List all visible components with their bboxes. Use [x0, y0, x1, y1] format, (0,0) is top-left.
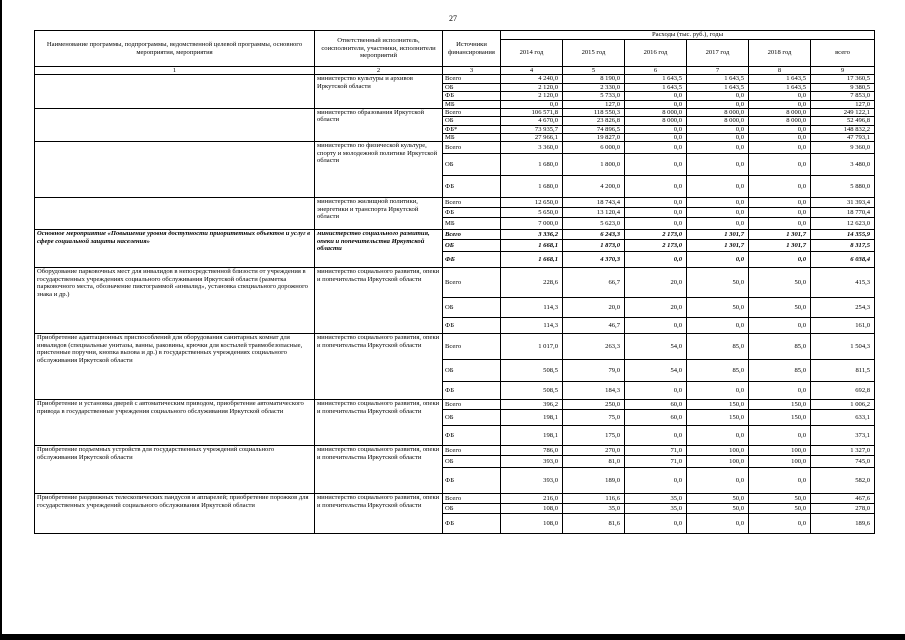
funding-source: ФБ — [443, 252, 501, 268]
header-numbers-row — [35, 67, 875, 75]
expense-value: 1 643,5 — [749, 75, 811, 83]
expense-value: 1 873,0 — [563, 240, 625, 252]
funding-source: ФБ — [443, 318, 501, 334]
expense-value: 0,0 — [749, 142, 811, 154]
expense-value: 71,0 — [625, 456, 687, 468]
funding-source: Всего — [443, 230, 501, 240]
expense-value: 0,0 — [687, 125, 749, 133]
expense-value: 5 733,0 — [563, 92, 625, 100]
expense-value: 79,0 — [563, 360, 625, 382]
expense-value: 0,0 — [687, 318, 749, 334]
header-year: 2016 год — [625, 40, 687, 67]
expense-value: 0,0 — [749, 154, 811, 176]
expense-value: 0,0 — [625, 468, 687, 494]
expense-value: 1 680,0 — [501, 176, 563, 198]
expense-value: 467,6 — [811, 494, 875, 504]
funding-source: ФБ — [443, 92, 501, 100]
expense-value: 0,0 — [687, 208, 749, 218]
expense-value: 74 896,5 — [563, 125, 625, 133]
header-name: Наименование программы, подпрограммы, ведомственной целевой программы, основного мероприятия, мероприятия — [35, 31, 315, 67]
expense-value: 189,6 — [811, 514, 875, 534]
expense-value: 0,0 — [687, 468, 749, 494]
expense-value: 198,1 — [501, 426, 563, 446]
expense-value: 1 017,0 — [501, 334, 563, 360]
expense-value: 0,0 — [687, 134, 749, 142]
expense-value: 278,0 — [811, 504, 875, 514]
expense-value: 118 550,3 — [563, 108, 625, 116]
expense-value: 19 827,0 — [563, 134, 625, 142]
expense-value: 189,0 — [563, 468, 625, 494]
expense-value: 148 832,2 — [811, 125, 875, 133]
expense-value: 106 571,8 — [501, 108, 563, 116]
expense-value: 50,0 — [749, 298, 811, 318]
funding-source: Всего — [443, 446, 501, 456]
scan-edge — [0, 0, 2, 640]
expense-value: 184,3 — [563, 382, 625, 400]
activity-name: Приобретение подъемных устройств для государственных учреждений социального обслуживания Иркутской области — [35, 446, 315, 494]
expense-value: 250,0 — [563, 400, 625, 410]
expense-value: 0,0 — [749, 92, 811, 100]
header-col-number: 4 — [501, 67, 563, 75]
expense-value: 54,0 — [625, 360, 687, 382]
table-row — [35, 446, 875, 456]
expense-value: 2 173,0 — [625, 240, 687, 252]
funding-source: ФБ — [443, 426, 501, 446]
table-row — [35, 268, 875, 298]
executor: министерство социального развития, опеки и попечительства Иркутской области — [315, 494, 443, 534]
activity-name: Оборудование парковочных мест для инвалидов в непосредственной близости от учреждения в государственных учреждениях социального обслуживания Иркутской области (разметка парковочного места, обозначение пиктограммой «инвалид», установка специального дорожного знака и др.) — [35, 268, 315, 334]
expense-value: 0,0 — [625, 208, 687, 218]
expense-value: 0,0 — [749, 426, 811, 446]
header-col-number: 7 — [687, 67, 749, 75]
expense-value: 0,0 — [501, 100, 563, 108]
expense-value: 1 504,3 — [811, 334, 875, 360]
expense-value: 100,0 — [687, 456, 749, 468]
expense-value: 1 668,1 — [501, 240, 563, 252]
expense-value: 127,0 — [563, 100, 625, 108]
expense-value: 396,2 — [501, 400, 563, 410]
expense-value: 1 668,1 — [501, 252, 563, 268]
expense-value: 2 330,0 — [563, 83, 625, 91]
header-col-number: 8 — [749, 67, 811, 75]
funding-source: ФБ — [443, 514, 501, 534]
funding-source: ФБ — [443, 208, 501, 218]
funding-source: ОБ — [443, 154, 501, 176]
expense-value: 0,0 — [749, 134, 811, 142]
expense-value: 71,0 — [625, 446, 687, 456]
expense-value: 2 120,0 — [501, 83, 563, 91]
expense-value: 1 301,7 — [749, 230, 811, 240]
expense-value: 0,0 — [687, 176, 749, 198]
expense-value: 0,0 — [687, 142, 749, 154]
expense-value: 0,0 — [625, 426, 687, 446]
funding-source: МБ — [443, 218, 501, 230]
expense-value: 0,0 — [687, 218, 749, 230]
expense-value: 0,0 — [625, 154, 687, 176]
header-col-number: 3 — [443, 67, 501, 75]
expense-value: 85,0 — [749, 334, 811, 360]
expense-value: 393,0 — [501, 468, 563, 494]
expense-value: 0,0 — [625, 514, 687, 534]
expense-value: 50,0 — [687, 494, 749, 504]
header-year: 2015 год — [563, 40, 625, 67]
expense-value: 198,1 — [501, 410, 563, 426]
expense-value: 0,0 — [625, 142, 687, 154]
funding-source: МБ — [443, 134, 501, 142]
expense-value: 5 650,0 — [501, 208, 563, 218]
expense-value: 1 327,0 — [811, 446, 875, 456]
expense-value: 1 643,5 — [687, 75, 749, 83]
expense-value: 100,0 — [749, 446, 811, 456]
expense-value: 116,6 — [563, 494, 625, 504]
funding-source: Всего — [443, 400, 501, 410]
expense-value: 415,3 — [811, 268, 875, 298]
expense-value: 4 370,3 — [563, 252, 625, 268]
expense-value: 18 743,4 — [563, 198, 625, 208]
expense-value: 0,0 — [625, 198, 687, 208]
expense-value: 6 243,3 — [563, 230, 625, 240]
expense-value: 1 006,2 — [811, 400, 875, 410]
expense-value: 7 000,0 — [501, 218, 563, 230]
expense-value: 633,1 — [811, 410, 875, 426]
expense-value: 14 355,9 — [811, 230, 875, 240]
funding-source: Всего — [443, 108, 501, 116]
expense-value: 73 935,7 — [501, 125, 563, 133]
expense-value: 4 200,0 — [563, 176, 625, 198]
page-number: 27 — [449, 14, 457, 23]
table-row — [35, 75, 875, 83]
expense-value: 254,3 — [811, 298, 875, 318]
funding-source: ОБ — [443, 456, 501, 468]
expense-value: 0,0 — [687, 426, 749, 446]
expense-value: 0,0 — [749, 252, 811, 268]
expense-value: 81,6 — [563, 514, 625, 534]
header-col-number: 2 — [315, 67, 443, 75]
expense-value: 0,0 — [625, 318, 687, 334]
header-source: Источники финансирования — [443, 31, 501, 67]
header-year: 2014 год — [501, 40, 563, 67]
expense-value: 0,0 — [687, 382, 749, 400]
header-col-number: 5 — [563, 67, 625, 75]
executor: министерство социального развития, опеки и попечительства Иркутской области — [315, 446, 443, 494]
table-row — [35, 400, 875, 410]
expense-value: 7 853,0 — [811, 92, 875, 100]
expense-value: 161,0 — [811, 318, 875, 334]
funding-source: ФБ — [443, 382, 501, 400]
expense-value: 114,3 — [501, 298, 563, 318]
expense-value: 0,0 — [749, 208, 811, 218]
expense-value: 1 301,7 — [749, 240, 811, 252]
executor: министерство по физической культуре, спорту и молодежной политике Иркутской области — [315, 142, 443, 198]
activity-name: Приобретение раздвижных телескопических пандусов и аппарелей; приобретение порожков для государственных учреждений социального обслуживания Иркутской области — [35, 494, 315, 534]
activity-name: Приобретение адаптационных приспособлений для оборудования санитарных комнат для инвалидов (специальные унитазы, ванны, раковины, крючки для костылей травмобезопасные, пристенные поручни, кнопка вызова и др.) в государственных учреждениях социального обслуживания Иркутской области — [35, 334, 315, 400]
header-year: всего — [811, 40, 875, 67]
funding-source: ФБ — [443, 468, 501, 494]
expense-value: 1 643,5 — [749, 83, 811, 91]
expense-value: 17 360,5 — [811, 75, 875, 83]
expense-value: 35,0 — [625, 494, 687, 504]
expense-value: 8 190,0 — [563, 75, 625, 83]
expense-value: 50,0 — [687, 298, 749, 318]
expense-value: 1 301,7 — [687, 240, 749, 252]
expense-value: 85,0 — [687, 334, 749, 360]
expense-value: 108,0 — [501, 514, 563, 534]
table-row — [35, 142, 875, 154]
table-row — [35, 494, 875, 504]
expense-value: 20,0 — [563, 298, 625, 318]
expense-value: 508,5 — [501, 360, 563, 382]
funding-source: ОБ — [443, 83, 501, 91]
expense-value: 0,0 — [749, 176, 811, 198]
expense-value: 31 393,4 — [811, 198, 875, 208]
expense-value: 3 336,2 — [501, 230, 563, 240]
expense-value: 100,0 — [749, 456, 811, 468]
budget-table — [34, 30, 875, 534]
activity-name — [35, 198, 315, 230]
expense-value: 47 793,1 — [811, 134, 875, 142]
expense-value: 0,0 — [687, 252, 749, 268]
funding-source: ОБ — [443, 410, 501, 426]
expense-value: 8 000,0 — [687, 108, 749, 116]
expense-value: 0,0 — [625, 176, 687, 198]
funding-source: ОБ — [443, 298, 501, 318]
funding-source: ОБ — [443, 117, 501, 125]
table-header — [35, 31, 875, 75]
funding-source: ОБ — [443, 360, 501, 382]
expense-value: 9 380,5 — [811, 83, 875, 91]
expense-value: 5 880,0 — [811, 176, 875, 198]
expense-value: 5 623,0 — [563, 218, 625, 230]
funding-source: МБ — [443, 100, 501, 108]
expense-value: 0,0 — [749, 468, 811, 494]
activity-name — [35, 142, 315, 198]
executor: министерство культуры и архивов Иркутской области — [315, 75, 443, 109]
executor: министерство социального развития, опеки и попечительства Иркутской области — [315, 334, 443, 400]
funding-source: ОБ — [443, 504, 501, 514]
executor: министерство жилищной политики, энергетики и транспорта Иркутской области — [315, 198, 443, 230]
header-year: 2018 год — [749, 40, 811, 67]
expense-value: 150,0 — [749, 400, 811, 410]
expense-value: 0,0 — [687, 198, 749, 208]
expense-value: 0,0 — [687, 514, 749, 534]
expense-value: 85,0 — [687, 360, 749, 382]
expense-value: 786,0 — [501, 446, 563, 456]
expense-value: 23 826,8 — [563, 117, 625, 125]
expense-value: 249 122,1 — [811, 108, 875, 116]
expense-value: 8 000,0 — [749, 108, 811, 116]
expense-value: 50,0 — [749, 504, 811, 514]
expense-value: 508,5 — [501, 382, 563, 400]
expense-value: 1 643,5 — [625, 83, 687, 91]
expense-value: 81,0 — [563, 456, 625, 468]
expense-value: 8 000,0 — [625, 117, 687, 125]
header-year: 2017 год — [687, 40, 749, 67]
expense-value: 127,0 — [811, 100, 875, 108]
scan-edge-bottom — [0, 634, 905, 640]
expense-value: 9 360,0 — [811, 142, 875, 154]
expense-value: 1 680,0 — [501, 154, 563, 176]
executor: министерство социального развития, опеки и попечительства Иркутской области — [315, 230, 443, 268]
funding-source: ОБ — [443, 240, 501, 252]
expense-value: 2 120,0 — [501, 92, 563, 100]
expense-value: 393,0 — [501, 456, 563, 468]
funding-source: Всего — [443, 334, 501, 360]
expense-value: 3 360,0 — [501, 142, 563, 154]
expense-value: 60,0 — [625, 400, 687, 410]
expense-value: 66,7 — [563, 268, 625, 298]
expense-value: 0,0 — [687, 100, 749, 108]
expense-value: 228,6 — [501, 268, 563, 298]
funding-source: Всего — [443, 494, 501, 504]
expense-value: 50,0 — [749, 494, 811, 504]
expense-value: 0,0 — [625, 92, 687, 100]
expense-value: 3 480,0 — [811, 154, 875, 176]
expense-value: 114,3 — [501, 318, 563, 334]
table-body — [35, 75, 875, 534]
expense-value: 52 496,8 — [811, 117, 875, 125]
expense-value: 100,0 — [687, 446, 749, 456]
expense-value: 60,0 — [625, 410, 687, 426]
expense-value: 175,0 — [563, 426, 625, 446]
expense-value: 6 000,0 — [563, 142, 625, 154]
executor: министерство социального развития, опеки и попечительства Иркутской области — [315, 400, 443, 446]
funding-source: Всего — [443, 268, 501, 298]
expense-value: 27 966,1 — [501, 134, 563, 142]
expense-value: 0,0 — [625, 100, 687, 108]
funding-source: Всего — [443, 75, 501, 83]
expense-value: 1 301,7 — [687, 230, 749, 240]
funding-source: Всего — [443, 142, 501, 154]
expense-value: 0,0 — [749, 382, 811, 400]
funding-source: ФБ — [443, 176, 501, 198]
activity-name — [35, 108, 315, 142]
expense-value: 0,0 — [687, 154, 749, 176]
expense-value: 8 317,5 — [811, 240, 875, 252]
expense-value: 8 000,0 — [749, 117, 811, 125]
expense-value: 46,7 — [563, 318, 625, 334]
expense-value: 50,0 — [687, 504, 749, 514]
expense-value: 0,0 — [625, 382, 687, 400]
header-col-number: 6 — [625, 67, 687, 75]
activity-name: Основное мероприятие «Повышение уровня доступности приоритетных объектов и услуг в сфере социальной защиты населения» — [35, 230, 315, 268]
executor: министерство образования Иркутской области — [315, 108, 443, 142]
expense-value: 0,0 — [625, 125, 687, 133]
expense-value: 12 650,0 — [501, 198, 563, 208]
expense-value: 1 643,5 — [625, 75, 687, 83]
expense-value: 373,1 — [811, 426, 875, 446]
expense-value: 270,0 — [563, 446, 625, 456]
expense-value: 582,0 — [811, 468, 875, 494]
expense-value: 6 038,4 — [811, 252, 875, 268]
header-executor: Ответственный исполнитель, соисполнители, участники, исполнители мероприятий — [315, 31, 443, 67]
activity-name: Приобретение и установка дверей с автоматическим приводом, приобретение автоматического привода в государственные учреждения социального обслуживания Иркутской области — [35, 400, 315, 446]
expense-value: 4 670,0 — [501, 117, 563, 125]
expense-value: 150,0 — [687, 410, 749, 426]
expense-value: 8 000,0 — [625, 108, 687, 116]
expense-value: 13 120,4 — [563, 208, 625, 218]
expense-value: 150,0 — [749, 410, 811, 426]
expense-value: 12 623,0 — [811, 218, 875, 230]
funding-source: ФБ* — [443, 125, 501, 133]
table-row — [35, 108, 875, 116]
expense-value: 692,8 — [811, 382, 875, 400]
expense-value: 0,0 — [749, 514, 811, 534]
expense-value: 2 173,0 — [625, 230, 687, 240]
expense-value: 85,0 — [749, 360, 811, 382]
expense-value: 54,0 — [625, 334, 687, 360]
expense-value: 35,0 — [563, 504, 625, 514]
expense-value: 0,0 — [749, 318, 811, 334]
expense-value: 75,0 — [563, 410, 625, 426]
expense-value: 108,0 — [501, 504, 563, 514]
expense-value: 0,0 — [687, 92, 749, 100]
expense-value: 745,0 — [811, 456, 875, 468]
expense-value: 0,0 — [625, 218, 687, 230]
expense-value: 150,0 — [687, 400, 749, 410]
expense-value: 1 643,5 — [687, 83, 749, 91]
table-row — [35, 198, 875, 208]
expense-value: 0,0 — [625, 252, 687, 268]
table-row — [35, 230, 875, 240]
expense-value: 0,0 — [749, 125, 811, 133]
header-col-number: 9 — [811, 67, 875, 75]
header-expenses: Расходы (тыс. руб.), годы — [501, 31, 875, 40]
expense-value: 0,0 — [749, 100, 811, 108]
expense-value: 0,0 — [749, 198, 811, 208]
expense-value: 20,0 — [625, 298, 687, 318]
funding-source: Всего — [443, 198, 501, 208]
activity-name — [35, 75, 315, 109]
expense-value: 811,5 — [811, 360, 875, 382]
expense-value: 8 000,0 — [687, 117, 749, 125]
expense-value: 18 770,4 — [811, 208, 875, 218]
expense-value: 0,0 — [749, 218, 811, 230]
expense-value: 20,0 — [625, 268, 687, 298]
expense-value: 0,0 — [625, 134, 687, 142]
expense-value: 35,0 — [625, 504, 687, 514]
expense-value: 216,0 — [501, 494, 563, 504]
expense-value: 4 240,0 — [501, 75, 563, 83]
expense-value: 1 800,0 — [563, 154, 625, 176]
executor: министерство социального развития, опеки и попечительства Иркутской области — [315, 268, 443, 334]
header-col-number: 1 — [35, 67, 315, 75]
expense-value: 263,3 — [563, 334, 625, 360]
expense-value: 50,0 — [749, 268, 811, 298]
table-row — [35, 334, 875, 360]
expense-value: 50,0 — [687, 268, 749, 298]
